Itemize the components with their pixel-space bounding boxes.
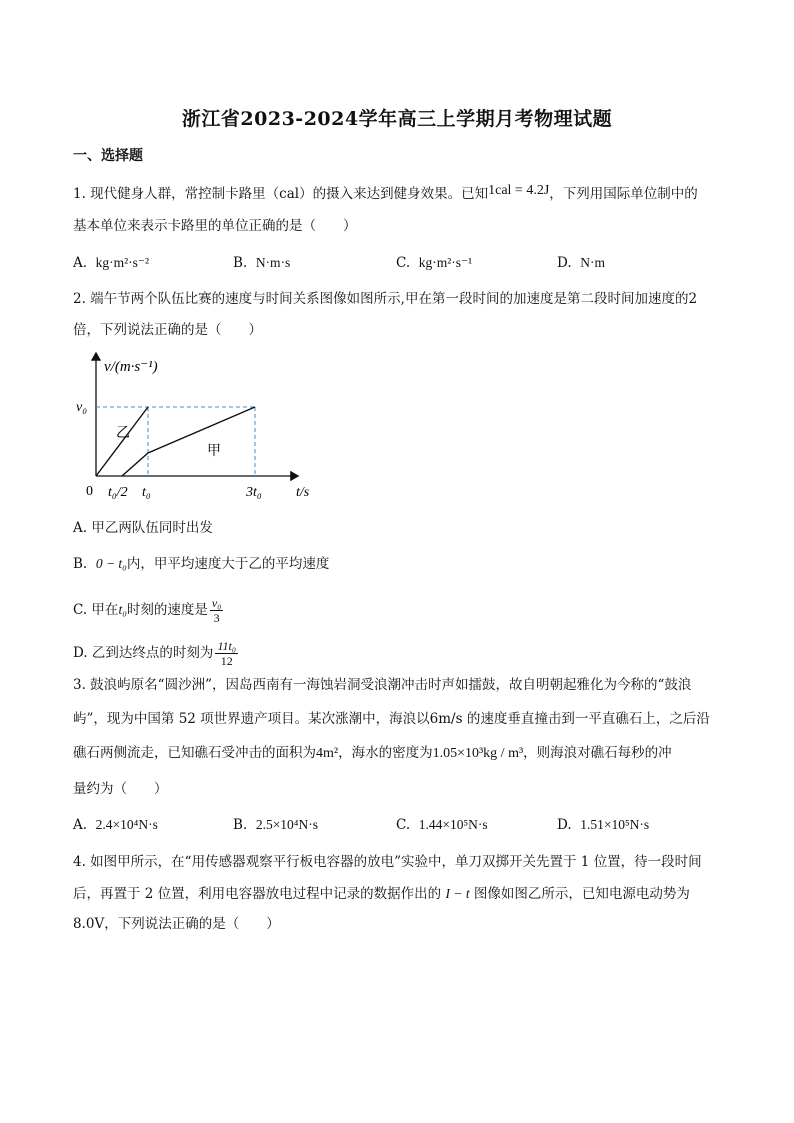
q3-line-2: 屿”，现为中国第 52 项世界遗产项目。某次涨潮中，海浪以6m/s 的速度垂直撞击到一平直礁石上，之后沿 (73, 711, 710, 727)
origin-label: 0 (86, 484, 93, 499)
t0-label: t₀ (142, 485, 151, 500)
q3-text-b: ，海水的密度为 (338, 745, 433, 761)
jia-line (122, 407, 255, 476)
section-heading: 一、选择题 (73, 148, 143, 164)
q1-option-d (557, 253, 605, 273)
q4-expr: I − t (445, 886, 470, 901)
3t0-label: 3t₀ (246, 485, 262, 500)
q3-text-a: 礁石两侧流走，已知礁石受冲击的面积为 (73, 745, 316, 761)
option-text: 时刻的速度是 (126, 602, 208, 618)
y-axis-label: v/(m·s⁻¹) (104, 359, 158, 375)
q3-option-d (557, 815, 649, 835)
option-text: 2.4×10⁴N·s (95, 817, 158, 832)
option-label: B. (233, 817, 248, 833)
option-label: B. (233, 255, 248, 271)
q3-line-4: 量约为（ ） (73, 781, 168, 797)
v0-label: v₀ (76, 400, 88, 415)
q1-given: 1cal = 4.2J (488, 183, 550, 198)
q3-option-b (233, 815, 318, 835)
q3-density: 1.05×10³kg / m³ (432, 746, 524, 761)
q4-text-b: 图像如图乙所示，已知电源电动势为 (473, 886, 690, 902)
q1-line-2: 基本单位来表示卡路里的单位正确的是（ ） (73, 218, 357, 234)
q3-line-3 (73, 743, 672, 764)
q2-option-b (73, 554, 329, 574)
x-axis-label: t/s (296, 485, 310, 500)
q4-line-3: 8.0V，下列说法正确的是（ ） (73, 916, 280, 932)
q3-text-c: ，则海浪对礁石每秒的冲 (523, 745, 672, 761)
yi-label: 乙 (116, 426, 130, 441)
t-half-label: t₀/2 (108, 485, 128, 500)
q2-option-c (73, 596, 225, 625)
option-text: 2.5×10⁴N·s (255, 817, 319, 832)
option-expr: t₀ (118, 602, 127, 617)
option-text: 1.44×10⁵N·s (418, 817, 488, 832)
q1-line-1 (73, 181, 698, 204)
option-label: D. 乙到达终点的时刻为 (73, 645, 214, 661)
q2-line-2: 倍，下列说法正确的是（ ） (73, 322, 262, 338)
option-label: B. (73, 556, 88, 572)
option-label: A. (73, 817, 88, 833)
vt-graph (70, 345, 330, 507)
option-text: N·m·s (255, 255, 291, 270)
jia-label: 甲 (207, 444, 221, 459)
q2-option-a: A. 甲乙两队伍同时出发 (73, 520, 213, 536)
q1-text-b: ，下列用国际单位制中的 (549, 186, 698, 202)
option-label: C. (396, 255, 411, 271)
fraction-v0-over-3: $\frac{\text{v₀}}{3}$ (211, 596, 222, 625)
q4-text-a: 后，再置于 2 位置，利用电容器放电过程中记录的数据作出的 (73, 886, 442, 902)
q3-area: 4m² (316, 746, 339, 761)
option-text: kg·m²·s⁻² (95, 255, 150, 270)
option-text: 内，甲平均速度大于乙的平均速度 (126, 556, 330, 572)
q4-line-1: 4. 如图甲所示，在“用传感器观察平行板电容器的放电”实验中，单刀双掷开关先置于 1 位置，待一段时间 (73, 854, 702, 870)
fraction-11t0-over-12: $\frac{\text{11t₀}}{12}$ (217, 639, 237, 668)
yi-line (96, 407, 148, 476)
q2-line-1: 2. 端午节两个队伍比赛的速度与时间关系图像如图所示,甲在第一段时间的加速度是第二段时间加速度的2 (73, 291, 698, 307)
q1-option-b (233, 253, 290, 273)
option-label: D. (557, 817, 572, 833)
option-text: kg·m²·s⁻¹ (418, 255, 473, 270)
q1-option-a (73, 253, 149, 273)
q1-option-c (396, 253, 472, 273)
q3-option-c (396, 815, 488, 835)
page-title: 浙江省2023-2024学年高三上学期月考物理试题 (181, 108, 613, 130)
option-label: D. (557, 255, 572, 271)
option-label: A. (73, 255, 88, 271)
q4-line-2 (73, 884, 690, 904)
option-expr: 0 − t₀ (95, 556, 127, 571)
q1-text-a: 1. 现代健身人群，常控制卡路里（cal）的摄入来达到健身效果。已知 (73, 186, 489, 202)
option-text: N·m (580, 255, 605, 270)
option-label: C. 甲在 (73, 602, 119, 618)
q3-option-a (73, 815, 158, 835)
option-text: 1.51×10⁵N·s (580, 817, 650, 832)
option-label: C. (396, 817, 411, 833)
q2-option-d (73, 639, 240, 668)
q3-line-1: 3. 鼓浪屿原名“圆沙洲”，因岛西南有一海蚀岩洞受浪潮冲击时声如擂鼓，故自明朝起雅化为今称的“鼓浪 (73, 677, 692, 693)
